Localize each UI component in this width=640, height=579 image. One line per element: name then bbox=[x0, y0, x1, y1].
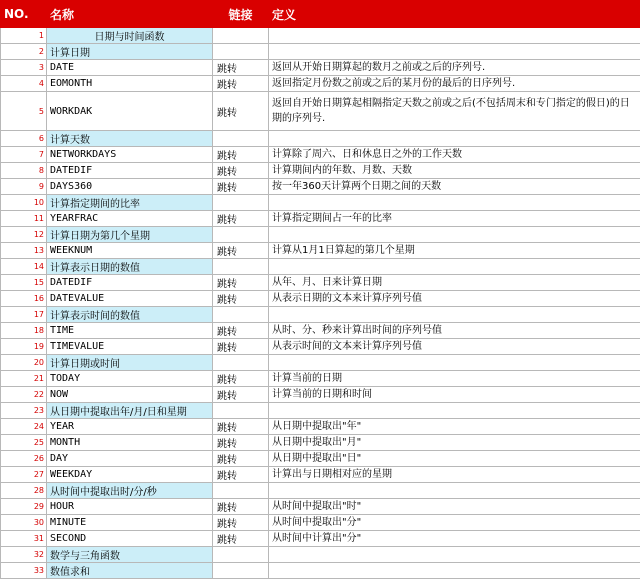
jump-link[interactable]: 跳转 bbox=[213, 435, 269, 451]
row-number: 12 bbox=[1, 227, 47, 243]
function-name: SECOND bbox=[47, 531, 213, 547]
table-row bbox=[1, 92, 640, 131]
category-row bbox=[1, 28, 640, 44]
row-number: 31 bbox=[1, 531, 47, 547]
function-definition bbox=[269, 547, 640, 563]
jump-link[interactable]: 跳转 bbox=[213, 323, 269, 339]
row-number: 18 bbox=[1, 323, 47, 339]
jump-link bbox=[213, 483, 269, 499]
category-name: 计算日期 bbox=[47, 44, 213, 60]
category-name: 数值求和 bbox=[47, 563, 213, 579]
table-row bbox=[1, 419, 640, 435]
function-name: MINUTE bbox=[47, 515, 213, 531]
jump-link[interactable]: 跳转 bbox=[213, 371, 269, 387]
jump-link bbox=[213, 563, 269, 579]
table-body bbox=[1, 28, 640, 579]
category-name: 计算天数 bbox=[47, 131, 213, 147]
function-name: DATEDIF bbox=[47, 275, 213, 291]
function-name: NOW bbox=[47, 387, 213, 403]
function-definition bbox=[269, 355, 640, 371]
function-definition bbox=[269, 259, 640, 275]
table-row bbox=[1, 451, 640, 467]
row-number: 2 bbox=[1, 44, 47, 60]
table-row bbox=[1, 291, 640, 307]
category-row bbox=[1, 131, 640, 147]
table-row bbox=[1, 323, 640, 339]
category-row bbox=[1, 307, 640, 323]
row-number: 25 bbox=[1, 435, 47, 451]
function-definition: 计算期间内的年数、月数、天数 bbox=[269, 163, 640, 179]
jump-link[interactable]: 跳转 bbox=[213, 387, 269, 403]
header-no: NO. bbox=[1, 1, 47, 28]
jump-link[interactable]: 跳转 bbox=[213, 451, 269, 467]
jump-link[interactable]: 跳转 bbox=[213, 60, 269, 76]
table-row bbox=[1, 179, 640, 195]
table-row bbox=[1, 76, 640, 92]
function-definition bbox=[269, 563, 640, 579]
table-row bbox=[1, 211, 640, 227]
function-definition: 计算从1月1日算起的第几个星期 bbox=[269, 243, 640, 259]
header-row bbox=[1, 1, 640, 28]
row-number: 14 bbox=[1, 259, 47, 275]
jump-link[interactable]: 跳转 bbox=[213, 76, 269, 92]
function-name: TODAY bbox=[47, 371, 213, 387]
header-link: 链接 bbox=[213, 1, 269, 28]
function-definition: 从日期中提取出"月" bbox=[269, 435, 640, 451]
function-name: NETWORKDAYS bbox=[47, 147, 213, 163]
row-number: 10 bbox=[1, 195, 47, 211]
function-definition: 从日期中提取出"年" bbox=[269, 419, 640, 435]
table-row bbox=[1, 371, 640, 387]
table-row bbox=[1, 163, 640, 179]
function-name: WORKDAK bbox=[47, 92, 213, 131]
jump-link bbox=[213, 131, 269, 147]
function-definition bbox=[269, 195, 640, 211]
row-number: 30 bbox=[1, 515, 47, 531]
jump-link bbox=[213, 259, 269, 275]
function-definition: 从时、分、秒来计算出时间的序列号值 bbox=[269, 323, 640, 339]
category-name: 从日期中提取出年/月/日和星期 bbox=[47, 403, 213, 419]
category-name: 从时间中提取出时/分/秒 bbox=[47, 483, 213, 499]
row-number: 32 bbox=[1, 547, 47, 563]
function-definition: 从年、月、日来计算日期 bbox=[269, 275, 640, 291]
table-row bbox=[1, 339, 640, 355]
row-number: 29 bbox=[1, 499, 47, 515]
jump-link bbox=[213, 227, 269, 243]
table-row bbox=[1, 243, 640, 259]
jump-link[interactable]: 跳转 bbox=[213, 92, 269, 131]
function-name: WEEKDAY bbox=[47, 467, 213, 483]
function-definition: 从时间中提取出"时" bbox=[269, 499, 640, 515]
function-definition bbox=[269, 131, 640, 147]
row-number: 26 bbox=[1, 451, 47, 467]
function-definition bbox=[269, 483, 640, 499]
row-number: 7 bbox=[1, 147, 47, 163]
jump-link bbox=[213, 307, 269, 323]
jump-link[interactable]: 跳转 bbox=[213, 147, 269, 163]
jump-link bbox=[213, 28, 269, 44]
jump-link[interactable]: 跳转 bbox=[213, 179, 269, 195]
function-definition: 计算指定期间占一年的比率 bbox=[269, 211, 640, 227]
function-definition bbox=[269, 44, 640, 60]
function-definition: 从表示日期的文本来计算序列号值 bbox=[269, 291, 640, 307]
category-row bbox=[1, 227, 640, 243]
row-number: 13 bbox=[1, 243, 47, 259]
function-name: TIMEVALUE bbox=[47, 339, 213, 355]
function-name: DAY bbox=[47, 451, 213, 467]
row-number: 9 bbox=[1, 179, 47, 195]
category-row bbox=[1, 547, 640, 563]
function-definition: 从日期中提取出"日" bbox=[269, 451, 640, 467]
row-number: 3 bbox=[1, 60, 47, 76]
table-row bbox=[1, 275, 640, 291]
row-number: 17 bbox=[1, 307, 47, 323]
category-name: 计算日期为第几个星期 bbox=[47, 227, 213, 243]
jump-link[interactable]: 跳转 bbox=[213, 275, 269, 291]
row-number: 20 bbox=[1, 355, 47, 371]
function-name: EOMONTH bbox=[47, 76, 213, 92]
category-row bbox=[1, 259, 640, 275]
function-definition bbox=[269, 403, 640, 419]
jump-link bbox=[213, 44, 269, 60]
jump-link bbox=[213, 547, 269, 563]
table-row bbox=[1, 531, 640, 547]
function-definition bbox=[269, 28, 640, 44]
function-definition: 返回从开始日期算起的数月之前或之后的序列号. bbox=[269, 60, 640, 76]
function-name: YEARFRAC bbox=[47, 211, 213, 227]
function-definition: 从时间中计算出"分" bbox=[269, 531, 640, 547]
function-name: WEEKNUM bbox=[47, 243, 213, 259]
jump-link[interactable]: 跳转 bbox=[213, 419, 269, 435]
function-definition bbox=[269, 227, 640, 243]
table-row bbox=[1, 435, 640, 451]
category-row bbox=[1, 195, 640, 211]
jump-link[interactable]: 跳转 bbox=[213, 467, 269, 483]
function-definition: 计算当前的日期和时间 bbox=[269, 387, 640, 403]
category-name: 计算指定期间的比率 bbox=[47, 195, 213, 211]
header-name: 名称 bbox=[47, 1, 213, 28]
function-definition: 从时间中提取出"分" bbox=[269, 515, 640, 531]
category-row bbox=[1, 403, 640, 419]
category-row bbox=[1, 355, 640, 371]
function-name: MONTH bbox=[47, 435, 213, 451]
category-name: 计算日期或时间 bbox=[47, 355, 213, 371]
category-name: 计算表示日期的数值 bbox=[47, 259, 213, 275]
table-row bbox=[1, 467, 640, 483]
function-definition: 计算除了周六、日和休息日之外的工作天数 bbox=[269, 147, 640, 163]
function-definition bbox=[269, 307, 640, 323]
function-name: DAYS360 bbox=[47, 179, 213, 195]
function-name: YEAR bbox=[47, 419, 213, 435]
jump-link[interactable]: 跳转 bbox=[213, 163, 269, 179]
function-definition: 返回指定月份数之前或之后的某月份的最后的日序列号. bbox=[269, 76, 640, 92]
table-row bbox=[1, 515, 640, 531]
row-number: 33 bbox=[1, 563, 47, 579]
function-name: DATEVALUE bbox=[47, 291, 213, 307]
row-number: 27 bbox=[1, 467, 47, 483]
function-definition: 计算出与日期相对应的星期 bbox=[269, 467, 640, 483]
category-name: 日期与时间函数 bbox=[47, 28, 213, 44]
function-name: TIME bbox=[47, 323, 213, 339]
function-name: DATE bbox=[47, 60, 213, 76]
category-row bbox=[1, 44, 640, 60]
jump-link[interactable]: 跳转 bbox=[213, 291, 269, 307]
row-number: 16 bbox=[1, 291, 47, 307]
jump-link bbox=[213, 355, 269, 371]
row-number: 22 bbox=[1, 387, 47, 403]
row-number: 23 bbox=[1, 403, 47, 419]
row-number: 5 bbox=[1, 92, 47, 131]
jump-link[interactable]: 跳转 bbox=[213, 531, 269, 547]
category-row bbox=[1, 563, 640, 579]
jump-link[interactable]: 跳转 bbox=[213, 211, 269, 227]
row-number: 19 bbox=[1, 339, 47, 355]
header-definition: 定义 bbox=[269, 1, 640, 28]
jump-link bbox=[213, 403, 269, 419]
jump-link[interactable]: 跳转 bbox=[213, 339, 269, 355]
function-definition: 按一年360天计算两个日期之间的天数 bbox=[269, 179, 640, 195]
jump-link[interactable]: 跳转 bbox=[213, 243, 269, 259]
function-name: HOUR bbox=[47, 499, 213, 515]
row-number: 4 bbox=[1, 76, 47, 92]
jump-link bbox=[213, 195, 269, 211]
row-number: 24 bbox=[1, 419, 47, 435]
function-definition: 计算当前的日期 bbox=[269, 371, 640, 387]
table-row bbox=[1, 60, 640, 76]
function-definition: 返回自开始日期算起相隔指定天数之前或之后(不包括周末和专门指定的假日)的日期的序列号. bbox=[269, 92, 640, 131]
jump-link[interactable]: 跳转 bbox=[213, 499, 269, 515]
row-number: 1 bbox=[1, 28, 47, 44]
category-row bbox=[1, 483, 640, 499]
table-row bbox=[1, 387, 640, 403]
function-name: DATEDIF bbox=[47, 163, 213, 179]
function-definition: 从表示时间的文本来计算序列号值 bbox=[269, 339, 640, 355]
jump-link[interactable]: 跳转 bbox=[213, 515, 269, 531]
row-number: 11 bbox=[1, 211, 47, 227]
row-number: 15 bbox=[1, 275, 47, 291]
category-name: 计算表示时间的数值 bbox=[47, 307, 213, 323]
table-row bbox=[1, 147, 640, 163]
row-number: 8 bbox=[1, 163, 47, 179]
row-number: 28 bbox=[1, 483, 47, 499]
category-name: 数学与三角函数 bbox=[47, 547, 213, 563]
row-number: 6 bbox=[1, 131, 47, 147]
table-row bbox=[1, 499, 640, 515]
row-number: 21 bbox=[1, 371, 47, 387]
